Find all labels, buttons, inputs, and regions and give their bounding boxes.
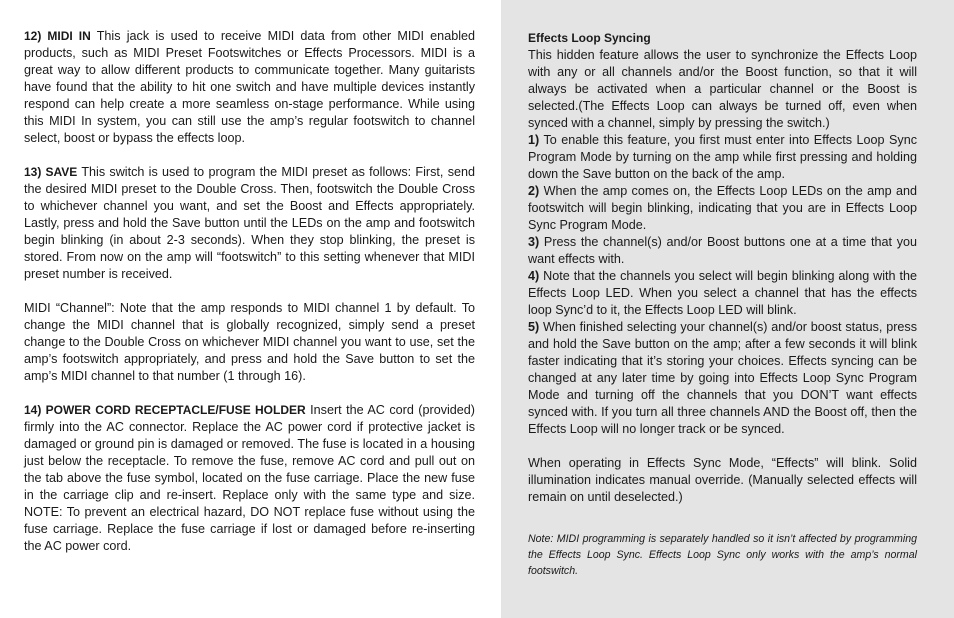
- paragraph-spacer: [528, 438, 917, 455]
- step-text: When finished selecting your channel(s) and/or boost status, press and hold the Save button on the amp; after a few seconds it will blink faster indicating that it’s storing your choices. Effects syncing can be changed at any later time by going into Effects Loop Sync Program Mode and turning off the channels that you DON’T want effects synced with. If you turn all three channels AND the Boost off, then the Effects Loop will no longer track or be synced.: [528, 320, 918, 436]
- save-body: This switch is used to program the MIDI preset as follows: First, send the desired MIDI preset to the Double Cross. Then, footswitch the Double Cross to whichever channel you want, and set the Boost and Effects appropriately. Lastly, press and hold the Save button until the LEDs on the amp and footswitch begin blinking (in about 2-3 seconds). When they stop blinking, the preset is stored. From now on the amp will “footswitch” to this setting whenever that MIDI preset number is received.: [24, 165, 476, 281]
- midi-in-body: This jack is used to receive MIDI data from other MIDI enabled products, such as MIDI Preset Footswitches or Effects Processors. MIDI is a great way to allow different products to communicate together. Many guitarists have found that the ability to hit one switch and have multiple devices instantly respond can help create a more seamless on-stage performance. While using this MIDI In system, you can still use the amp’s regular footswitch to channel select, boost or bypass the effects loop.: [24, 29, 476, 145]
- note-paragraph: Note: MIDI programming is separately handled so it isn’t affected by programming the Effects Loop Sync. Effects Loop Sync only works with the amp’s normal footswitch.: [528, 533, 917, 577]
- power-cord-heading: 14) POWER CORD RECEPTACLE/FUSE HOLDER: [24, 403, 306, 417]
- step-text: When the amp comes on, the Effects Loop LEDs on the amp and footswitch will begin blinking, indicating that you are in Effects Loop Sync Program Mode.: [528, 184, 918, 232]
- paragraph-spacer: [528, 506, 917, 523]
- step-item: [528, 132, 917, 183]
- step-number: 5): [528, 320, 540, 334]
- step-item: [528, 183, 917, 234]
- power-cord-paragraph: [24, 402, 475, 555]
- power-cord-body: Insert the AC cord (provided) firmly into the AC connector. Replace the AC power cord if protective jacket is damaged or ground pin is damaged or removed. The fuse is located in a housing just below the receptacle. To remove the fuse, remove AC cord and pull out on the tab above the fuse symbol, located on the fuse carriage. Place the new fuse in the carriage clip and re-insert. Replace only with the same type and size. NOTE: To prevent an electrical hazard, DO NOT replace fuse without using the fuse carriage. Replace the fuse carriage if lost or damaged before re-inserting the AC power cord.: [24, 403, 475, 553]
- step-item: [528, 319, 917, 438]
- midi-in-heading: 12) MIDI IN: [24, 29, 91, 43]
- step-number: 1): [528, 133, 540, 147]
- step-text: To enable this feature, you first must enter into Effects Loop Sync Program Mode by turning on the amp while first pressing and holding down the Save button on the back of the amp.: [528, 133, 917, 181]
- save-paragraph: [24, 164, 475, 283]
- left-column: [24, 28, 475, 572]
- step-item: [528, 234, 917, 268]
- effects-loop-heading: Effects Loop Syncing: [528, 31, 651, 45]
- right-column: [528, 30, 917, 579]
- effects-loop-intro: This hidden feature allows the user to synchronize the Effects Loop with any or all channels and/or the Boost function, so that it will always be activated when a particular channel or the Boost is selected.(The Effects Loop can always be turned off, even when synced with a channel, simply by pressing the switch.): [528, 48, 917, 130]
- step-number: 2): [528, 184, 540, 198]
- step-number: 4): [528, 269, 540, 283]
- save-heading: 13) SAVE: [24, 165, 78, 179]
- step-text: Press the channel(s) and/or Boost buttons one at a time that you want effects with.: [528, 235, 918, 266]
- midi-in-paragraph: [24, 28, 475, 147]
- midi-channel-paragraph: MIDI “Channel”: Note that the amp responds to MIDI channel 1 by default. To change the MIDI channel that is globally recognized, simply send a preset change to the Double Cross on whichever MIDI channel you want to use, set the amp’s footswitch appropriately, and press and hold the Save button to set the amp’s MIDI channel to that number (1 through 16).: [24, 301, 475, 383]
- step-number: 3): [528, 235, 540, 249]
- step-text: Note that the channels you select will begin blinking along with the Effects Loop LED. When you select a channel that has the effects loop Sync’d to it, the Effects Loop LED will blink.: [528, 269, 917, 317]
- step-item: [528, 268, 917, 319]
- sync-mode-paragraph: When operating in Effects Sync Mode, “Effects” will blink. Solid illumination indicates manual override. (Manually selected effects will remain on until deselected.): [528, 456, 917, 504]
